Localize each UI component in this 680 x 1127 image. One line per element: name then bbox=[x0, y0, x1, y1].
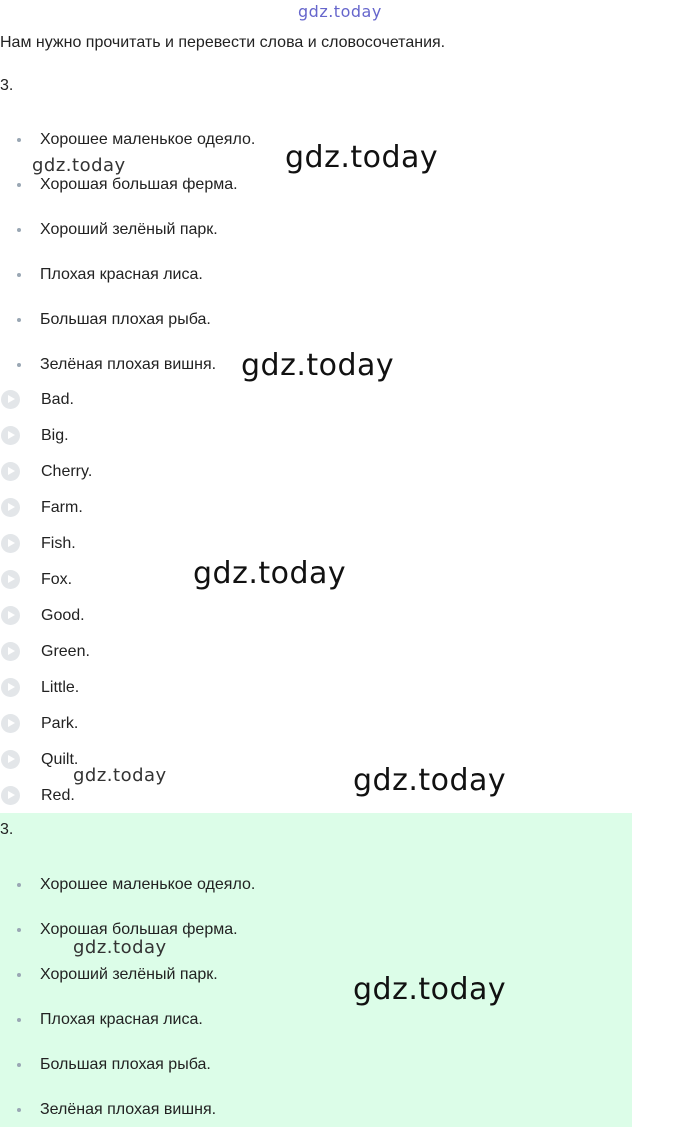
bullet-icon bbox=[17, 883, 21, 887]
watermark: gdz.today bbox=[193, 556, 347, 591]
watermark: gdz.today bbox=[73, 765, 167, 786]
bullet-icon bbox=[17, 973, 21, 977]
play-audio-icon[interactable] bbox=[1, 642, 20, 661]
play-audio-icon[interactable] bbox=[1, 750, 20, 769]
bullet-icon bbox=[17, 1108, 21, 1112]
play-audio-icon[interactable] bbox=[1, 534, 20, 553]
bullet-icon bbox=[17, 228, 21, 232]
watermark: gdz.today bbox=[353, 972, 507, 1007]
bullet-icon bbox=[17, 1063, 21, 1067]
bullet-icon bbox=[17, 138, 21, 142]
play-audio-icon[interactable] bbox=[1, 498, 20, 517]
play-audio-icon[interactable] bbox=[1, 462, 20, 481]
bullet-icon bbox=[17, 363, 21, 367]
answer-task-number: 3. bbox=[0, 821, 14, 838]
watermark: gdz.today bbox=[285, 140, 439, 175]
task-number: 3. bbox=[0, 77, 14, 94]
play-audio-icon[interactable] bbox=[1, 390, 20, 409]
watermark: gdz.today bbox=[32, 155, 126, 176]
intro-text: Нам нужно прочитать и перевести слова и словосочетания. bbox=[0, 34, 446, 51]
play-audio-icon[interactable] bbox=[1, 426, 20, 445]
play-audio-icon[interactable] bbox=[1, 606, 20, 625]
play-audio-icon[interactable] bbox=[1, 786, 20, 805]
bullet-icon bbox=[17, 318, 21, 322]
play-audio-icon[interactable] bbox=[1, 570, 20, 589]
watermark: gdz.today bbox=[73, 937, 167, 958]
play-audio-icon[interactable] bbox=[1, 678, 20, 697]
play-audio-icon[interactable] bbox=[1, 714, 20, 733]
watermark: gdz.today bbox=[241, 348, 395, 383]
watermark: gdz.today bbox=[298, 2, 382, 21]
bullet-icon bbox=[17, 1018, 21, 1022]
bullet-icon bbox=[17, 183, 21, 187]
watermark: gdz.today bbox=[353, 763, 507, 798]
bullet-icon bbox=[17, 273, 21, 277]
bullet-icon bbox=[17, 928, 21, 932]
